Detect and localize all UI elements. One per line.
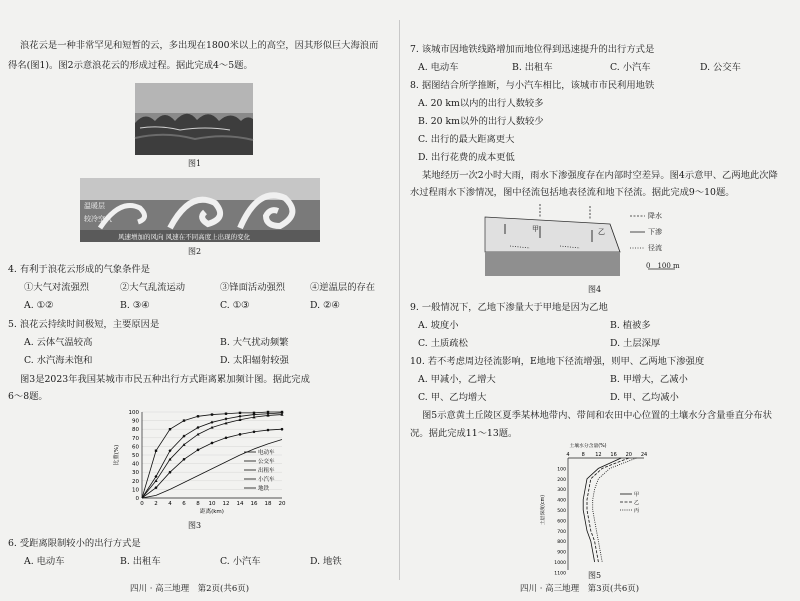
q4-item-1: ①大气对流强烈 bbox=[24, 282, 90, 293]
chart5-ytick-label: 800 bbox=[557, 540, 566, 546]
q4-item-2: ②大气乱流运动 bbox=[120, 282, 186, 293]
chart5-ytick-label: 900 bbox=[557, 550, 566, 556]
chart3-xtick-label: 20 bbox=[278, 501, 286, 507]
chart3-xtick-label: 14 bbox=[236, 501, 244, 507]
figure-4-legend-runoff: 径流 bbox=[648, 244, 662, 252]
chart3-point bbox=[239, 433, 242, 436]
chart5-ytick-label: 600 bbox=[557, 519, 566, 525]
q6-option-a[interactable]: A. 电动车 bbox=[24, 556, 65, 567]
chart3-point bbox=[197, 449, 200, 452]
chart3-xtick-label: 0 bbox=[140, 501, 144, 507]
figure-1-caption: 图1 bbox=[188, 159, 202, 168]
q7-option-c[interactable]: C. 小汽车 bbox=[610, 62, 651, 73]
figure-4-caption: 图4 bbox=[588, 285, 602, 294]
q4-option-c[interactable]: C. ①③ bbox=[220, 300, 250, 311]
q6-option-d[interactable]: D. 地铁 bbox=[310, 556, 342, 567]
chart3-xtick-label: 8 bbox=[196, 501, 200, 507]
q9-option-a[interactable]: A. 坡度小 bbox=[418, 320, 459, 331]
q8-option-b[interactable]: B. 20 km以外的出行人数较少 bbox=[418, 116, 544, 127]
chart3-xlabel: 距离(km) bbox=[200, 509, 224, 515]
chart3-legend-label: 地铁 bbox=[258, 486, 270, 492]
chart3-xtick-label: 16 bbox=[250, 501, 258, 507]
q7-stem: 7. 该城市因地铁线路增加而地位得到迅速提升的出行方式是 bbox=[410, 44, 655, 55]
left-footer: 四川 · 高三地理 第2页(共6页) bbox=[130, 584, 250, 594]
q7-option-a[interactable]: A. 电动车 bbox=[418, 62, 459, 73]
q6-option-b[interactable]: B. 出租车 bbox=[120, 556, 161, 567]
q8-option-d[interactable]: D. 出行花费的成本更低 bbox=[418, 152, 515, 163]
q8-option-c[interactable]: C. 出行的最大距离更大 bbox=[418, 134, 515, 145]
chart5-ytick-label: 100 bbox=[557, 467, 566, 473]
chart3-point bbox=[183, 419, 185, 421]
chart3-xtick-label: 6 bbox=[182, 501, 186, 507]
q7-option-d[interactable]: D. 公交车 bbox=[700, 62, 741, 73]
chart3-point bbox=[169, 471, 172, 474]
chart5-xtick-label: 16 bbox=[610, 452, 617, 458]
chart5-legend-label: 乙 bbox=[634, 500, 640, 506]
chart5-series-line bbox=[593, 458, 640, 562]
figure-4-legend-infiltration: 下渗 bbox=[648, 228, 662, 236]
q5-option-a[interactable]: A. 云体气温较高 bbox=[24, 337, 93, 348]
chart3-point bbox=[197, 415, 199, 417]
chart3-point bbox=[155, 486, 158, 489]
chart3-point bbox=[267, 429, 270, 432]
q8-stem: 8. 据图结合所学推断，与小汽车相比，该城市市民利用地铁 bbox=[410, 80, 655, 91]
chart5-ytick-label: 400 bbox=[557, 498, 566, 504]
chart5-xlabel: 土壤水分含量(%) bbox=[569, 444, 607, 449]
q5-option-b[interactable]: B. 大气扰动频繁 bbox=[220, 337, 289, 348]
q9-option-c[interactable]: C. 土质疏松 bbox=[418, 338, 468, 349]
chart3-point bbox=[210, 421, 213, 424]
intro3-line-2: 水过程雨水下渗情况，图中径流包括地表径流和地下径流。据此完成9～10题。 bbox=[410, 187, 735, 198]
chart3-legend-label: 公交车 bbox=[258, 459, 275, 465]
chart3-point bbox=[224, 417, 227, 420]
intro-line-1: 浪花云是一种非常罕见和短暂的云，多出现在1800米以上的高空，因其形似巨大海浪而 bbox=[20, 40, 379, 51]
chart3-point bbox=[211, 442, 214, 445]
q10-option-c[interactable]: C. 甲、乙均增大 bbox=[418, 392, 487, 403]
q4-item-4: ④逆温层的存在 bbox=[310, 282, 376, 293]
chart3-legend-label: 小汽车 bbox=[258, 477, 275, 483]
q5-option-c[interactable]: C. 水汽海未饱和 bbox=[24, 355, 93, 366]
q8-option-a[interactable]: A. 20 km以内的出行人数较多 bbox=[418, 98, 544, 109]
chart3-xtick-label: 18 bbox=[264, 501, 272, 507]
chart3-point bbox=[225, 413, 227, 415]
figure-2-caption: 图2 bbox=[188, 247, 202, 256]
figure-2-label-cold: 较冷空气 bbox=[84, 215, 112, 223]
chart3-ytick-label: 60 bbox=[132, 444, 139, 451]
chart3-point bbox=[238, 415, 241, 418]
q10-option-b[interactable]: B. 甲增大，乙减小 bbox=[610, 374, 688, 385]
chart3-xtick-label: 4 bbox=[168, 501, 172, 507]
chart5-ylabel: 土层深度(cm) bbox=[541, 494, 546, 526]
q10-option-a[interactable]: A. 甲减小，乙增大 bbox=[418, 374, 496, 385]
right-footer: 四川 · 高三地理 第3页(共6页) bbox=[520, 584, 640, 594]
intro2-line-1: 图3是2023年我国某城市市民五种出行方式距离累加频计图。据此完成 bbox=[20, 374, 310, 385]
q9-option-d[interactable]: D. 土层深厚 bbox=[610, 338, 661, 349]
chart5-xtick-label: 12 bbox=[595, 452, 602, 458]
intro4-line-2: 况。据此完成11～13题。 bbox=[410, 428, 518, 439]
chart3-point bbox=[155, 450, 157, 452]
chart5-ytick-label: 1000 bbox=[554, 561, 566, 566]
figure-3-caption: 图3 bbox=[188, 521, 202, 530]
chart5-legend-label: 甲 bbox=[634, 492, 640, 498]
q4-stem: 4. 有利于浪花云形成的气象条件是 bbox=[8, 264, 150, 275]
chart3-legend-label: 出租车 bbox=[258, 468, 275, 474]
chart5-xtick-label: 4 bbox=[566, 452, 570, 458]
chart3-point bbox=[183, 458, 186, 461]
intro-line-2: 得名(图1)。图2示意浪花云的形成过程。据此完成4～5题。 bbox=[8, 60, 253, 71]
chart3-xtick-label: 10 bbox=[208, 501, 216, 507]
chart3-ytick-label: 20 bbox=[132, 478, 139, 485]
chart5-ytick-label: 700 bbox=[557, 529, 566, 535]
right-page bbox=[400, 0, 800, 601]
chart5-xtick-label: 24 bbox=[640, 452, 648, 458]
q6-stem: 6. 受距离限制较小的出行方式是 bbox=[8, 538, 141, 549]
chart3-ylabel: 比重(%) bbox=[114, 444, 120, 466]
chart3-ytick-label: 90 bbox=[132, 418, 139, 425]
q4-item-3: ③锋面活动强烈 bbox=[220, 282, 286, 293]
figure-4-legend-rain: 降水 bbox=[648, 212, 662, 220]
chart3-point bbox=[281, 428, 284, 431]
chart3-ytick-label: 40 bbox=[132, 461, 139, 468]
chart3-point bbox=[253, 430, 256, 433]
q6-option-c[interactable]: C. 小汽车 bbox=[220, 556, 261, 567]
intro4-line-1: 图5示意黄土丘陵区夏季某林地带内、带间和农田中心位置的土壤水分含量垂直分布状 bbox=[422, 410, 772, 421]
chart3-legend-label: 电动车 bbox=[258, 450, 275, 456]
chart5-legend-label: 丙 bbox=[634, 508, 640, 514]
chart3-xtick-label: 2 bbox=[154, 501, 158, 507]
chart5-ytick-label: 200 bbox=[557, 477, 566, 483]
q4-option-b[interactable]: B. ③④ bbox=[120, 300, 150, 311]
chart3-point bbox=[239, 412, 241, 414]
chart5-ytick-label: 500 bbox=[557, 509, 566, 514]
q10-stem: 10. 若不考虑周边径流影响，E地地下径流增强，则甲、乙两地下渗强度 bbox=[410, 356, 705, 367]
q10-option-d[interactable]: D. 甲、乙均减小 bbox=[610, 392, 679, 403]
chart3-ytick-label: 0 bbox=[135, 496, 139, 502]
intro3-line-1: 某地经历一次2小时大雨，雨水下渗强度存在内部时空差异。图4示意甲、乙两地此次降 bbox=[422, 170, 778, 181]
figure-4-place-a: 甲 bbox=[532, 225, 539, 233]
chart3-ytick-label: 50 bbox=[132, 453, 139, 459]
figure-3-chart bbox=[110, 406, 300, 518]
q4-option-d[interactable]: D. ②④ bbox=[310, 300, 340, 311]
chart3-ytick-label: 30 bbox=[132, 470, 139, 477]
chart3-ytick-label: 100 bbox=[128, 410, 139, 416]
figure-4-place-b: 乙 bbox=[598, 228, 605, 236]
q5-stem: 5. 浪花云持续时间极短，主要原因是 bbox=[8, 319, 160, 330]
q4-option-a[interactable]: A. ①② bbox=[24, 300, 54, 311]
chart5-xtick-label: 20 bbox=[625, 452, 632, 458]
figure-2-note: 风速增加的风向 风速在不同高度上出现的变化 bbox=[118, 233, 251, 241]
chart5-ytick-label: 300 bbox=[557, 488, 566, 494]
chart3-ytick-label: 70 bbox=[132, 435, 139, 442]
q9-stem: 9. 一般情况下，乙地下渗量大于甲地是因为乙地 bbox=[410, 302, 608, 313]
chart3-point bbox=[211, 413, 213, 415]
chart5-ytick-label: 1100 bbox=[554, 571, 566, 577]
chart5-xtick-label: 8 bbox=[581, 452, 585, 458]
q5-option-d[interactable]: D. 太阳辐射较强 bbox=[220, 355, 289, 366]
chart3-xtick-label: 12 bbox=[222, 501, 230, 507]
chart3-ytick-label: 10 bbox=[132, 487, 139, 494]
chart3-ytick-label: 80 bbox=[132, 427, 139, 434]
figure-1-cloud-photo bbox=[135, 83, 253, 155]
figure-2-label-warm: 温暖层 bbox=[84, 202, 105, 210]
chart3-point bbox=[169, 428, 171, 430]
chart5-series-line bbox=[583, 458, 621, 562]
q9-option-b[interactable]: B. 植被多 bbox=[610, 320, 651, 331]
chart3-point bbox=[225, 437, 228, 440]
q7-option-b[interactable]: B. 出租车 bbox=[512, 62, 553, 73]
intro2-line-2: 6～8题。 bbox=[8, 391, 48, 402]
figure-5-caption: 图5 bbox=[588, 571, 602, 580]
figure-4-scale: 0 100 m bbox=[646, 262, 680, 270]
